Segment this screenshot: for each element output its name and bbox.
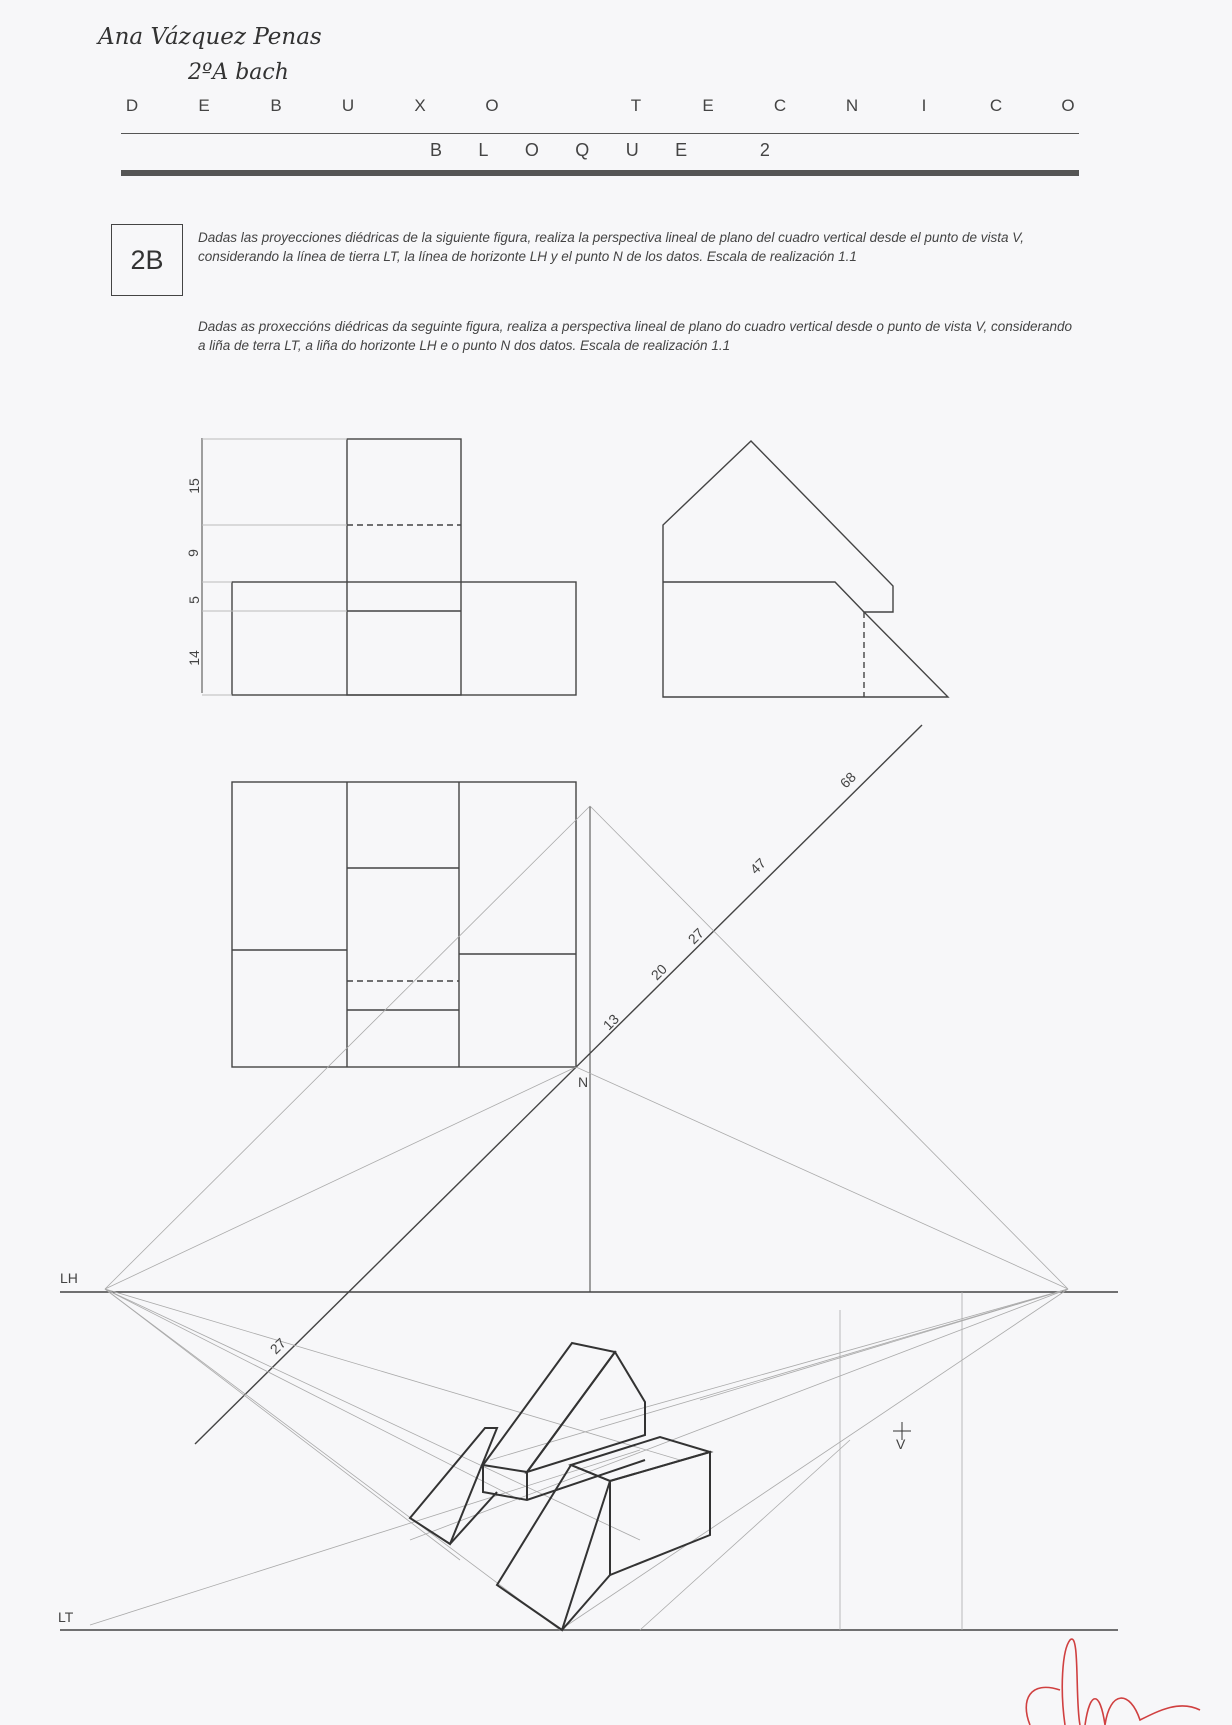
point-n-label: N	[578, 1074, 589, 1090]
dim-14: 14	[185, 650, 202, 666]
side-elevation	[663, 441, 948, 697]
measure-27-low: 27	[266, 1334, 289, 1358]
measure-line	[195, 725, 922, 1444]
block-title: B L O Q U E 2	[430, 140, 770, 160]
instructions-galician: Dadas as proxeccións diédricas da seguinte figura, realiza a perspectiva lineal de plano do cuadro vertical desde o punto de vista V, considerando a liña de terra LT, a liña do horizonte LH e o punto N dos datos. Escala de realización 1.1	[198, 319, 1073, 353]
dim-15: 15	[185, 478, 202, 494]
point-v-label: V	[896, 1436, 906, 1452]
perspective-solid	[410, 1343, 710, 1630]
instructions-spanish: Dadas las proyecciones diédricas de la siguiente figura, realiza la perspectiva lineal de plano del cuadro vertical desde el punto de vista V, considerando la línea de tierra LT, la línea de horizonte LH y el punto N de los datos. Escala de realización 1.1	[198, 230, 1024, 264]
signature	[1026, 1639, 1200, 1725]
subject-title: D E B U X O T E C N I C O	[125, 96, 1075, 115]
dim-5: 5	[185, 596, 202, 604]
dim-9: 9	[184, 549, 201, 557]
plan-view	[232, 782, 576, 1067]
student-name: Ana Vázquez Penas	[98, 24, 322, 50]
dimension-line	[202, 438, 347, 695]
student-group: 2ºA bach	[188, 60, 289, 85]
measure-13: 13	[599, 1010, 622, 1034]
front-elevation	[232, 439, 576, 695]
measure-47: 47	[746, 854, 769, 878]
ground-label: LT	[58, 1609, 74, 1625]
measure-20: 20	[647, 960, 670, 984]
measure-68: 68	[836, 768, 859, 792]
measure-27: 27	[684, 924, 707, 948]
horizon-label: LH	[60, 1270, 78, 1286]
exercise-id-box: 2B	[111, 224, 183, 296]
